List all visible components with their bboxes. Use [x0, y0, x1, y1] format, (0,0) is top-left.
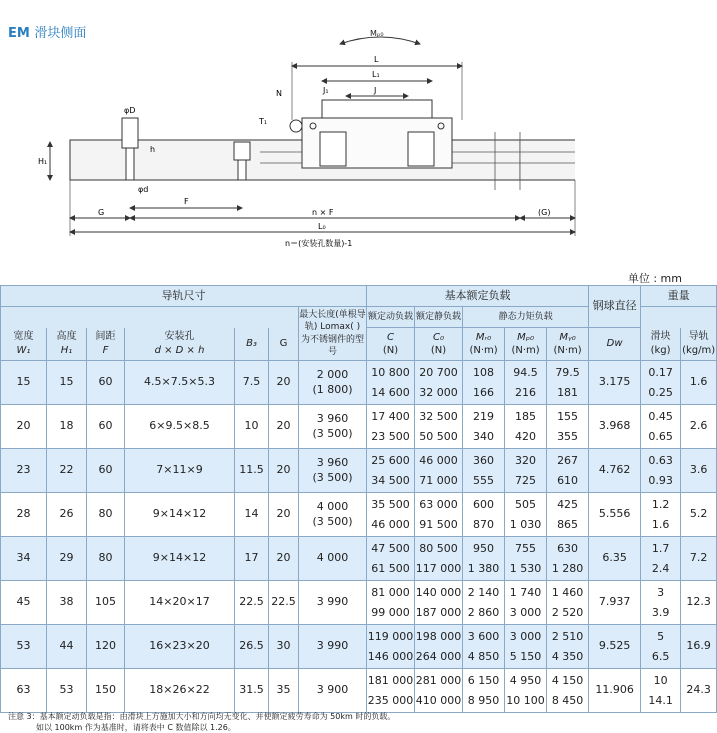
table-row — [1, 537, 717, 581]
table-cell: 2.6 — [681, 405, 717, 449]
table-cell: 105 — [87, 581, 125, 625]
table-cell: 119 000 146 000 — [367, 625, 415, 669]
table-cell: 3 960 (3 500) — [299, 405, 367, 449]
table-cell: 198 000 264 000 — [415, 625, 463, 669]
table-cell: 20 700 32 000 — [415, 361, 463, 405]
table-cell: 53 — [47, 669, 87, 713]
table-cell: 1 740 3 000 — [505, 581, 547, 625]
table-cell: 15 — [1, 361, 47, 405]
table-cell: 24.3 — [681, 669, 717, 713]
section-title: EM 滑块侧面 — [8, 26, 87, 41]
table-cell: 80 500 117 000 — [415, 537, 463, 581]
table-cell: 1.2 1.6 — [641, 493, 681, 537]
table-row — [1, 361, 717, 405]
table-cell: 7.937 — [589, 581, 641, 625]
table-cell: 3 000 5 150 — [505, 625, 547, 669]
section-title-label: 滑块侧面 — [34, 26, 87, 41]
table-cell: 79.5 181 — [547, 361, 589, 405]
table-cell: 18 — [47, 405, 87, 449]
header-dyn: 额定动负载 — [367, 307, 415, 328]
table-cell: 60 — [87, 449, 125, 493]
table-cell: 16.9 — [681, 625, 717, 669]
table-cell: 140 000 187 000 — [415, 581, 463, 625]
table-cell: 5.2 — [681, 493, 717, 537]
label-n-note: n＝(安装孔数量)-1 — [285, 239, 353, 248]
table-cell: 4 950 10 100 — [505, 669, 547, 713]
table-cell: 0.45 0.65 — [641, 405, 681, 449]
table-cell: 150 — [87, 669, 125, 713]
table-cell: 6×9.5×8.5 — [125, 405, 235, 449]
table-cell: 22.5 — [269, 581, 299, 625]
table-cell: 35 500 46 000 — [367, 493, 415, 537]
label-H1: H₁ — [38, 157, 48, 166]
header-moment: 静态力矩负载 — [463, 307, 589, 328]
table-cell: 181 000 235 000 — [367, 669, 415, 713]
table-cell: 10 14.1 — [641, 669, 681, 713]
table-cell: 219 340 — [463, 405, 505, 449]
table-row — [1, 449, 717, 493]
table-cell: 80 — [87, 537, 125, 581]
table-cell: 30 — [269, 625, 299, 669]
table-cell: 18×26×22 — [125, 669, 235, 713]
table-row — [1, 581, 717, 625]
table-cell: 26.5 — [235, 625, 269, 669]
table-cell: 950 1 380 — [463, 537, 505, 581]
table-cell: 755 1 530 — [505, 537, 547, 581]
table-cell: 1.7 2.4 — [641, 537, 681, 581]
table-cell: 28 — [1, 493, 47, 537]
table-cell: 22.5 — [235, 581, 269, 625]
table-row — [1, 405, 717, 449]
table-cell: 6 150 8 950 — [463, 669, 505, 713]
table-cell: 16×23×20 — [125, 625, 235, 669]
footnote-line1: 注意 3：基本额定动负载是指：由滑块上方施加大小和方向均无变化、并使额定疲劳寿命为 50km 时的负载。 — [8, 712, 396, 721]
table-cell: 45 — [1, 581, 47, 625]
table-cell: 11.906 — [589, 669, 641, 713]
label-nF: n × F — [312, 208, 334, 217]
header-rated: 基本额定负载 — [367, 286, 589, 307]
table-cell: 2 510 4 350 — [547, 625, 589, 669]
table-row — [1, 669, 717, 713]
unit-label: 单位 : mm — [627, 272, 682, 285]
table-cell: 47 500 61 500 — [367, 537, 415, 581]
table-cell: 32 500 50 500 — [415, 405, 463, 449]
table-cell: 15 — [47, 361, 87, 405]
table-cell: 3 600 4 850 — [463, 625, 505, 669]
table-cell: 5 6.5 — [641, 625, 681, 669]
label-F: F — [184, 197, 189, 206]
table-cell: 20 — [1, 405, 47, 449]
table-cell: 3.6 — [681, 449, 717, 493]
table-cell: 26 — [47, 493, 87, 537]
table-cell: 9×14×12 — [125, 537, 235, 581]
table-cell: 17 400 23 500 — [367, 405, 415, 449]
label-h: h — [150, 145, 156, 154]
table-cell: 4.762 — [589, 449, 641, 493]
label-phiD: φD — [124, 106, 136, 115]
table-cell: 29 — [47, 537, 87, 581]
table-cell: 11.5 — [235, 449, 269, 493]
table-cell: 3 900 — [299, 669, 367, 713]
table-cell: 3 3.9 — [641, 581, 681, 625]
table-cell: 20 — [269, 449, 299, 493]
table-cell: 60 — [87, 361, 125, 405]
label-G: G — [98, 208, 105, 217]
table-cell: 320 725 — [505, 449, 547, 493]
table-cell: 3 990 — [299, 625, 367, 669]
table-cell: 20 — [269, 405, 299, 449]
table-cell: 1.6 — [681, 361, 717, 405]
table-cell: 94.5 216 — [505, 361, 547, 405]
table-cell: 6.35 — [589, 537, 641, 581]
label-J1: J₁ — [323, 86, 329, 95]
table-cell: 10 — [235, 405, 269, 449]
table-cell: 2 000 (1 800) — [299, 361, 367, 405]
table-row — [1, 625, 717, 669]
table-cell: 3 990 — [299, 581, 367, 625]
table-cell: 63 000 91 500 — [415, 493, 463, 537]
spec-table: 导轨尺寸 基本额定负载 钢球直径 重量 最大长度(单根导轨) Lomax( ) 为不锈钢件的型号 额定动负载 额定静负载 静态力矩负载 宽度 W₁ 高度 H₁ 间距 F 安装孔 d × D × h B₃ G C (N) C₀ (N) Mᵣ₀ (N·m) Mₚ₀ (N·m) Mᵧ₀ (N·m) Dw 滑块 (kg) 导轨 (kg/m) 15 15 60 4.5×7.5×5.3 7.5 20 2 000 (1 800) 10 800 14 600 20 700 32 000 108 166 94.5 216 79.5 181 3.175 0.17 0.25 1.6 20 18 60 6×9.5×8.5 10 20 3 960 (3 500) 17 400 23 500 32 500 50 500 219 340 185 420 155 355 3.968 0.45 0.65 2.6 23 22 60 7×11×9 11.5 20 3 960 (3 500) 25 600 34 500 46 000 71 000 360 555 320 725 267 610 4.762 0.63 0.93 3.6 28 26 80 9×14×12 14 20 4 000 (3 500) 35 500 46 000 63 000 91 500 600 870 505 1 030 425 865 5.556 1.2 1.6 5.2 34 29 80 9×14×12 17 20 4 000 47 500 61 500 80 500 117 000 950 1 380 755 1 530 630 1 280 6.35 1.7 2.4 7.2 45 38 105 14×20×17 22.5 22.5 3 990 81 000 99 000 140 000 187 000 2 140 2 860 1 740 3 000 1 460 2 520 7.937 3 3.9 12.3 53 44 120 16×23×20 26.5 30 3 990 119 000 146 000 198 000 264 000 3 600 4 850 3 000 5 150 2 510 4 350 9.525 5 6.5 16.9 63 53 150 18×26×22 31.5 35 3 900 181 000 235 000 281 000 410 000 6 150 8 950 4 950 10 100 4 150 8 450 11.906 10 14.1 24.3 — [0, 285, 717, 713]
table-cell: 10 800 14 600 — [367, 361, 415, 405]
table-cell: 60 — [87, 405, 125, 449]
label-L: L — [374, 55, 379, 64]
footnote — [8, 711, 395, 733]
label-mp0: Mₚ₀ — [370, 29, 384, 38]
table-cell: 505 1 030 — [505, 493, 547, 537]
table-cell: 108 166 — [463, 361, 505, 405]
table-cell: 81 000 99 000 — [367, 581, 415, 625]
table-cell: 4 150 8 450 — [547, 669, 589, 713]
table-cell: 1 460 2 520 — [547, 581, 589, 625]
table-cell: 22 — [47, 449, 87, 493]
table-cell: 360 555 — [463, 449, 505, 493]
table-cell: 155 355 — [547, 405, 589, 449]
table-cell: 20 — [269, 361, 299, 405]
header-ball: 钢球直径 — [589, 286, 641, 328]
table-cell: 44 — [47, 625, 87, 669]
table-cell: 3 960 (3 500) — [299, 449, 367, 493]
table-cell: 185 420 — [505, 405, 547, 449]
table-cell: 0.17 0.25 — [641, 361, 681, 405]
table-cell: 46 000 71 000 — [415, 449, 463, 493]
header-rail: 导轨尺寸 — [1, 286, 367, 307]
table-cell: 3.968 — [589, 405, 641, 449]
label-L1: L₁ — [372, 70, 380, 79]
table-cell: 7.2 — [681, 537, 717, 581]
table-cell: 25 600 34 500 — [367, 449, 415, 493]
table-cell: 120 — [87, 625, 125, 669]
table-cell: 4 000 — [299, 537, 367, 581]
table-row — [1, 493, 717, 537]
label-T1: T₁ — [259, 117, 268, 126]
table-cell: 34 — [1, 537, 47, 581]
table-cell: 4.5×7.5×5.3 — [125, 361, 235, 405]
rail-side-diagram — [0, 0, 686, 260]
label-L0: L₀ — [318, 222, 326, 231]
table-cell: 7.5 — [235, 361, 269, 405]
table-cell: 20 — [269, 493, 299, 537]
header-weight: 重量 — [641, 286, 717, 307]
table-cell: 38 — [47, 581, 87, 625]
table-cell: 2 140 2 860 — [463, 581, 505, 625]
header-maxlen: 最大长度(单根导轨) Lomax( ) 为不锈钢件的型号 — [299, 307, 367, 361]
table-cell: 17 — [235, 537, 269, 581]
table-cell: 63 — [1, 669, 47, 713]
table-cell: 9.525 — [589, 625, 641, 669]
table-cell: 267 610 — [547, 449, 589, 493]
table-cell: 281 000 410 000 — [415, 669, 463, 713]
table-cell: 630 1 280 — [547, 537, 589, 581]
label-G-paren: (G) — [538, 208, 551, 217]
table-cell: 31.5 — [235, 669, 269, 713]
table-cell: 20 — [269, 537, 299, 581]
footnote-line2: 如以 100km 作为基准时，请将表中 C 数值除以 1.26。 — [36, 723, 236, 732]
table-cell: 14 — [235, 493, 269, 537]
table-cell: 7×11×9 — [125, 449, 235, 493]
label-N: N — [276, 89, 282, 98]
table-cell: 4 000 (3 500) — [299, 493, 367, 537]
header-stat: 额定静负载 — [415, 307, 463, 328]
table-cell: 80 — [87, 493, 125, 537]
table-cell: 3.175 — [589, 361, 641, 405]
label-phid: φd — [138, 185, 149, 194]
table-cell: 23 — [1, 449, 47, 493]
table-cell: 12.3 — [681, 581, 717, 625]
label-J: J — [374, 86, 377, 95]
table-cell: 600 870 — [463, 493, 505, 537]
table-cell: 35 — [269, 669, 299, 713]
table-cell: 9×14×12 — [125, 493, 235, 537]
table-cell: 0.63 0.93 — [641, 449, 681, 493]
table-cell: 53 — [1, 625, 47, 669]
table-cell: 5.556 — [589, 493, 641, 537]
table-cell: 14×20×17 — [125, 581, 235, 625]
table-cell: 425 865 — [547, 493, 589, 537]
